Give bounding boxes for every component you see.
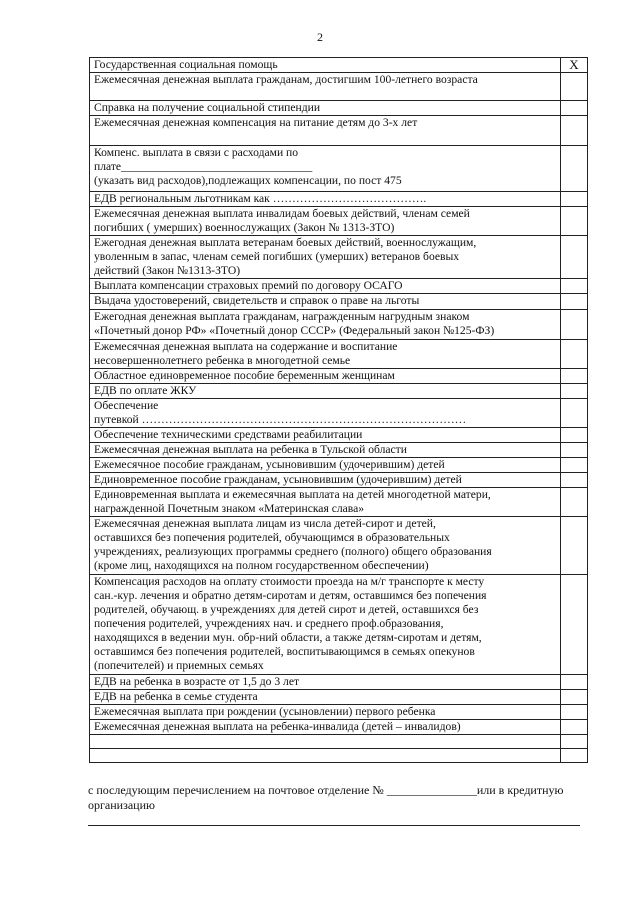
benefit-label-line: Ежемесячная денежная выплата на ребенка-инвалида (детей – инвалидов) — [94, 720, 461, 733]
benefit-label-line: Компенс. выплата в связи с расходами по — [94, 146, 299, 159]
benefit-label-line: «Почетный донор РФ» «Почетный донор СССР» (Федеральный закон №125-ФЗ) — [94, 324, 495, 337]
benefit-label-cell — [90, 116, 561, 146]
benefit-label-cell — [90, 399, 561, 428]
benefit-label-line: Ежемесячное пособие гражданам, усыновившим (удочерившим) детей — [94, 458, 445, 471]
benefit-label-line: Ежемесячная денежная выплата инвалидам боевых действий, членам семей — [94, 207, 470, 220]
selection-mark-cell[interactable] — [561, 236, 588, 279]
benefit-label-cell — [90, 575, 561, 675]
benefit-label-line: Единовременное пособие гражданам, усыновившим (удочерившим) детей — [94, 473, 462, 486]
benefit-label-cell — [90, 428, 561, 443]
selection-mark-cell[interactable] — [561, 73, 588, 101]
table-row — [90, 735, 588, 749]
benefit-label-line: (кроме лиц, находящихся на полном государственном обеспечении) — [94, 559, 429, 572]
table-row — [90, 116, 588, 146]
benefit-label-line: Областное единовременное пособие беременным женщинам — [94, 369, 395, 382]
benefit-label-line: Выплата компенсации страховых премий по договору ОСАГО — [94, 279, 403, 292]
selection-mark-cell[interactable] — [561, 428, 588, 443]
benefit-label-line: Единовременная выплата и ежемесячная выплата на детей многодетной матери, — [94, 488, 491, 501]
benefit-label-cell — [90, 310, 561, 340]
benefit-label-line: Государственная социальная помощь — [94, 58, 278, 71]
selection-mark-cell[interactable] — [561, 458, 588, 473]
table-row — [90, 690, 588, 705]
selection-mark-cell[interactable] — [561, 192, 588, 207]
selection-mark-cell[interactable] — [561, 735, 588, 749]
table-row — [90, 517, 588, 575]
benefit-label-line: попечения родителей, учреждениях нач. и среднего проф.образования, — [94, 617, 444, 630]
benefit-label-line: Ежемесячная денежная компенсация на питание детям до 3-х лет — [94, 116, 418, 129]
benefit-label-line: родителей, обучающ. в учреждениях для детей сирот и детей, оставшихся без — [94, 603, 479, 616]
benefit-label-cell — [90, 443, 561, 458]
table-row — [90, 236, 588, 279]
benefit-label-cell — [90, 340, 561, 369]
selection-mark-cell[interactable] — [561, 340, 588, 369]
table-row — [90, 473, 588, 488]
table-row — [90, 384, 588, 399]
selection-mark-cell[interactable] — [561, 473, 588, 488]
table-row — [90, 575, 588, 675]
benefit-label-line: ЕДВ на ребенка в семье студента — [94, 690, 258, 703]
selection-mark-cell[interactable] — [561, 294, 588, 310]
benefit-label-line: погибших ( умерших) военнослужащих (Закон № 1313-ЗТО) — [94, 221, 395, 234]
selection-mark-cell[interactable] — [561, 399, 588, 428]
benefit-label-line: действий (Закон №1313-ЗТО) — [94, 264, 241, 277]
benefit-label-cell — [90, 749, 561, 763]
benefit-label-line: Ежемесячная выплата при рождении (усыновлении) первого ребенка — [94, 705, 436, 718]
benefit-label-line: сан.-кур. лечения и обратно детям-сиротам и детям, оставшимся без попечения — [94, 589, 487, 602]
benefit-label-cell — [90, 690, 561, 705]
selection-mark-cell[interactable] — [561, 675, 588, 690]
benefit-label-line: Ежегодная денежная выплата ветеранам боевых действий, военнослужащим, — [94, 236, 477, 249]
table-row — [90, 458, 588, 473]
benefit-label-cell — [90, 735, 561, 749]
table-row — [90, 340, 588, 369]
table-row — [90, 705, 588, 720]
benefit-label-line: путевкой ………………………………………………………………………… — [94, 413, 467, 426]
selection-mark-cell[interactable] — [561, 690, 588, 705]
table-row — [90, 720, 588, 735]
benefit-label-cell — [90, 675, 561, 690]
table-row — [90, 369, 588, 384]
table-row — [90, 749, 588, 763]
benefit-label-line: (попечителей) и приемных семьях — [94, 659, 264, 672]
table-row — [90, 428, 588, 443]
selection-mark-cell[interactable] — [561, 488, 588, 517]
benefit-label-cell — [90, 58, 561, 73]
selection-mark-cell[interactable] — [561, 369, 588, 384]
benefit-label-cell — [90, 279, 561, 294]
selection-mark-cell[interactable] — [561, 575, 588, 675]
benefit-label-cell — [90, 73, 561, 101]
benefit-label-line: награжденной Почетным знаком «Материнская слава» — [94, 502, 365, 515]
selection-mark-cell[interactable] — [561, 517, 588, 575]
benefits-table-body — [90, 58, 588, 763]
table-row — [90, 101, 588, 116]
benefit-label-line: Выдача удостоверений, свидетельств и справок о праве на льготы — [94, 294, 420, 307]
benefit-label-line: Обеспечение техническими средствами реабилитации — [94, 428, 363, 441]
benefit-label-cell — [90, 384, 561, 399]
benefit-label-line: плате_________________________________ — [94, 160, 313, 173]
benefit-label-cell — [90, 236, 561, 279]
benefit-label-cell — [90, 146, 561, 192]
benefit-label-cell — [90, 473, 561, 488]
table-row — [90, 58, 588, 73]
signature-line — [88, 825, 580, 826]
benefit-label-line: учреждениях, реализующих программы среднего (полного) общего образования — [94, 545, 492, 558]
benefit-label-cell — [90, 101, 561, 116]
benefit-label-line: (указать вид расходов),подлежащих компенсации, по пост 475 — [94, 174, 402, 187]
selection-mark-cell[interactable] — [561, 146, 588, 192]
selection-mark-cell[interactable] — [561, 384, 588, 399]
benefit-label-cell — [90, 705, 561, 720]
benefit-label-line: Ежемесячная денежная выплата лицам из числа детей-сирот и детей, — [94, 517, 436, 530]
benefit-label-line: оставшихся без попечения родителей, обучающимся в образовательных — [94, 531, 450, 544]
benefit-label-cell — [90, 458, 561, 473]
page-number: 2 — [317, 30, 323, 44]
benefit-label-line: ЕДВ региональным льготникам как …………………………………. — [94, 192, 427, 205]
benefit-label-line: Ежемесячная денежная выплата на ребенка в Тульской области — [94, 443, 407, 456]
benefits-table — [89, 57, 588, 763]
benefit-label-cell — [90, 294, 561, 310]
benefit-label-line: Ежемесячная денежная выплата гражданам, достигшим 100-летнего возраста — [94, 73, 478, 86]
footer-text: с последующим перечислением на почтовое отделение № _______________или в кредитную организацию — [88, 783, 564, 812]
table-row — [90, 399, 588, 428]
selection-mark-cell[interactable]: X — [561, 58, 588, 73]
benefit-label-line: ЕДВ по оплате ЖКУ — [94, 384, 197, 397]
benefit-label-cell — [90, 720, 561, 735]
benefit-label-line: Обеспечение — [94, 399, 159, 412]
table-row — [90, 443, 588, 458]
selection-mark-cell[interactable] — [561, 310, 588, 340]
table-row — [90, 294, 588, 310]
benefit-label-cell — [90, 488, 561, 517]
selection-mark-cell[interactable] — [561, 207, 588, 236]
table-row — [90, 192, 588, 207]
benefit-label-line: уволенным в запас, членам семей погибших (умерших) ветеранов боевых — [94, 250, 460, 263]
selection-mark-cell[interactable] — [561, 443, 588, 458]
table-row — [90, 488, 588, 517]
selection-mark-cell[interactable] — [561, 749, 588, 763]
selection-mark-cell[interactable] — [561, 705, 588, 720]
selection-mark-cell[interactable] — [561, 116, 588, 146]
table-row — [90, 279, 588, 294]
benefit-label-cell — [90, 207, 561, 236]
table-row — [90, 310, 588, 340]
benefit-label-cell — [90, 192, 561, 207]
benefit-label-line: ЕДВ на ребенка в возрасте от 1,5 до 3 лет — [94, 675, 300, 688]
benefit-label-line: находящихся в ведении мун. обр-ний области, а также детям-сиротам и детям, — [94, 631, 482, 644]
selection-mark-cell[interactable] — [561, 720, 588, 735]
table-row — [90, 146, 588, 192]
benefit-label-line: несовершеннолетнего ребенка в многодетной семье — [94, 354, 351, 367]
selection-mark-cell[interactable] — [561, 279, 588, 294]
selection-mark-cell[interactable] — [561, 101, 588, 116]
table-row — [90, 207, 588, 236]
benefit-label-line: Ежемесячная денежная выплата на содержание и воспитание — [94, 340, 398, 353]
benefit-label-line: Справка на получение социальной стипендии — [94, 101, 321, 114]
benefit-label-cell — [90, 517, 561, 575]
table-row — [90, 675, 588, 690]
benefit-label-line: Компенсация расходов на оплату стоимости проезда на м/г транспорте к месту — [94, 575, 485, 588]
benefit-label-line: оставшимся без попечения родителей, воспитывающимся в семьях опекунов — [94, 645, 475, 658]
table-row — [90, 73, 588, 101]
benefit-label-cell — [90, 369, 561, 384]
benefit-label-line: Ежегодная денежная выплата гражданам, награжденным нагрудным знаком — [94, 310, 470, 323]
